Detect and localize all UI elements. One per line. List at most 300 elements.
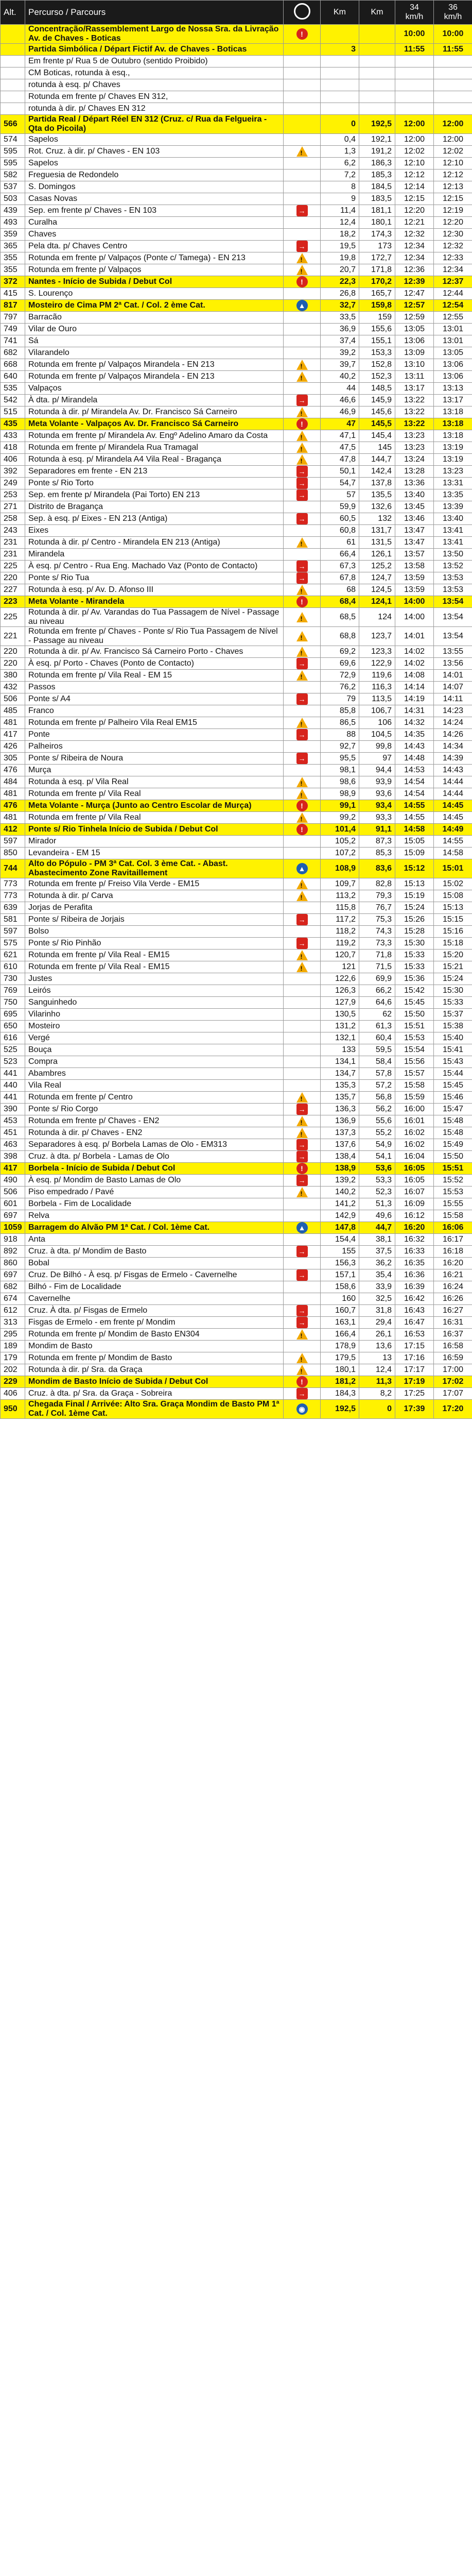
warning-triangle-icon bbox=[296, 265, 308, 275]
table-row bbox=[1, 324, 472, 335]
altitude-cell bbox=[1, 25, 25, 44]
time-36-cell: 12:15 bbox=[434, 193, 472, 205]
km-to-go-cell: 85,3 bbox=[359, 848, 395, 859]
place-cell: Sep. em frente p/ Chaves - EN 103 bbox=[25, 205, 284, 217]
time-34-cell: 12:20 bbox=[395, 205, 434, 217]
place-cell: Mosteiro bbox=[25, 1021, 284, 1032]
time-36-cell: 13:50 bbox=[434, 549, 472, 561]
km-to-go-cell bbox=[359, 67, 395, 79]
altitude-cell: 220 bbox=[1, 658, 25, 670]
altitude-cell: 682 bbox=[1, 347, 25, 359]
table-body bbox=[1, 25, 472, 1419]
icon-cell bbox=[284, 859, 321, 878]
km-run-cell: 1,3 bbox=[321, 146, 359, 158]
direction-arrow-icon: → bbox=[296, 658, 308, 669]
place-cell: rotunda à esq. p/ Chaves bbox=[25, 79, 284, 91]
km-to-go-cell: 132 bbox=[359, 513, 395, 525]
time-34-cell: 13:47 bbox=[395, 537, 434, 549]
place-cell: Rotunda em frente p/ Valpaços (Ponte c/ Tamega) - EN 213 bbox=[25, 252, 284, 264]
time-36-cell: 14:58 bbox=[434, 848, 472, 859]
table-row bbox=[1, 1032, 472, 1044]
time-36-cell: 13:06 bbox=[434, 359, 472, 371]
time-36-cell: 12:20 bbox=[434, 217, 472, 229]
km-to-go-cell: 61,3 bbox=[359, 1021, 395, 1032]
table-row bbox=[1, 1115, 472, 1127]
time-36-cell: 15:16 bbox=[434, 926, 472, 938]
time-36-cell: 15:49 bbox=[434, 1139, 472, 1151]
time-36-cell: 13:13 bbox=[434, 383, 472, 395]
time-36-cell: 14:55 bbox=[434, 836, 472, 848]
place-cell: Concentração/Rassemblement Largo de Nossa Sra. da Livração Av. de Chaves - Boticas bbox=[25, 25, 284, 44]
table-row bbox=[1, 229, 472, 241]
altitude-cell: 515 bbox=[1, 406, 25, 418]
altitude-cell: 392 bbox=[1, 466, 25, 478]
table-row bbox=[1, 997, 472, 1009]
km-to-go-cell: 87,3 bbox=[359, 836, 395, 848]
icon-cell bbox=[284, 753, 321, 765]
km-to-go-cell: 93,6 bbox=[359, 788, 395, 800]
time-36-cell: 15:50 bbox=[434, 1151, 472, 1163]
direction-arrow-icon: → bbox=[296, 395, 308, 406]
altitude-cell: 372 bbox=[1, 276, 25, 288]
table-row bbox=[1, 335, 472, 347]
time-34-cell: 13:40 bbox=[395, 489, 434, 501]
altitude-cell: 355 bbox=[1, 252, 25, 264]
direction-arrow-icon: → bbox=[296, 572, 308, 584]
time-36-cell: 15:30 bbox=[434, 985, 472, 997]
icon-cell bbox=[284, 229, 321, 241]
place-cell: Rotunda à dir. p/ Mirandela Av. Dr. Francisco Sá Carneiro bbox=[25, 406, 284, 418]
place-cell: Jorjas de Perafita bbox=[25, 902, 284, 914]
time-34-cell: 15:51 bbox=[395, 1021, 434, 1032]
km-to-go-cell: 135,5 bbox=[359, 489, 395, 501]
time-36-cell: 14:49 bbox=[434, 824, 472, 836]
time-36-cell: 13:17 bbox=[434, 395, 472, 406]
km-to-go-cell: 99,8 bbox=[359, 741, 395, 753]
icon-cell bbox=[284, 1400, 321, 1419]
place-cell: Sapelos bbox=[25, 134, 284, 146]
direction-arrow-icon: → bbox=[296, 513, 308, 524]
altitude-cell: 295 bbox=[1, 1329, 25, 1341]
km-to-go-cell: 181,1 bbox=[359, 205, 395, 217]
km-run-cell: 22,3 bbox=[321, 276, 359, 288]
icon-cell bbox=[284, 1246, 321, 1258]
altitude-cell: 415 bbox=[1, 288, 25, 300]
icon-cell bbox=[284, 1080, 321, 1092]
km-to-go-cell: 152,8 bbox=[359, 359, 395, 371]
table-row bbox=[1, 1092, 472, 1104]
icon-cell bbox=[284, 997, 321, 1009]
time-36-cell: 12:00 bbox=[434, 115, 472, 134]
km-to-go-cell: 106,7 bbox=[359, 705, 395, 717]
icon-cell bbox=[284, 56, 321, 67]
icon-cell bbox=[284, 442, 321, 454]
time-36-cell: 15:40 bbox=[434, 1032, 472, 1044]
time-36-cell: 13:18 bbox=[434, 418, 472, 430]
km-to-go-cell: 62 bbox=[359, 1009, 395, 1021]
time-34-cell: 12:14 bbox=[395, 181, 434, 193]
place-cell: Rotunda em frente p/ Valpaços bbox=[25, 264, 284, 276]
place-cell: Vila Real bbox=[25, 1080, 284, 1092]
table-row bbox=[1, 288, 472, 300]
time-36-cell: 16:21 bbox=[434, 1269, 472, 1281]
km-to-go-cell: 79,3 bbox=[359, 890, 395, 902]
direction-arrow-icon: → bbox=[296, 1175, 308, 1186]
km-to-go-cell: 180,1 bbox=[359, 217, 395, 229]
icon-cell bbox=[284, 146, 321, 158]
time-34-cell: 15:24 bbox=[395, 902, 434, 914]
place-cell: Compra bbox=[25, 1056, 284, 1068]
km-run-cell: 76,2 bbox=[321, 682, 359, 693]
icon-cell bbox=[284, 335, 321, 347]
altitude-cell: 202 bbox=[1, 1364, 25, 1376]
time-34-cell: 13:47 bbox=[395, 525, 434, 537]
km-to-go-cell: 124,7 bbox=[359, 572, 395, 584]
table-row bbox=[1, 985, 472, 997]
altitude-cell: 741 bbox=[1, 335, 25, 347]
km-to-go-cell: 73,3 bbox=[359, 938, 395, 950]
km-run-cell: 66,4 bbox=[321, 549, 359, 561]
altitude-cell: 258 bbox=[1, 513, 25, 525]
place-cell: Rotunda em frente p/ Vila Real - EM15 bbox=[25, 961, 284, 973]
table-row bbox=[1, 800, 472, 812]
icon-cell bbox=[284, 217, 321, 229]
place-cell: Meta Volante - Murça (Junto ao Centro Escolar de Murça) bbox=[25, 800, 284, 812]
km-run-cell bbox=[321, 56, 359, 67]
warning-triangle-icon bbox=[296, 1329, 308, 1340]
icon-cell bbox=[284, 241, 321, 252]
table-row bbox=[1, 359, 472, 371]
km-to-go-cell: 11,3 bbox=[359, 1376, 395, 1388]
icon-cell bbox=[284, 193, 321, 205]
time-36-cell: 13:18 bbox=[434, 430, 472, 442]
time-36-cell bbox=[434, 103, 472, 115]
km-run-cell: 118,2 bbox=[321, 926, 359, 938]
place-cell: Borbela - Início de Subida / Debut Col bbox=[25, 1163, 284, 1175]
altitude-cell: 229 bbox=[1, 1376, 25, 1388]
icon-cell bbox=[284, 264, 321, 276]
time-34-cell: 10:00 bbox=[395, 25, 434, 44]
table-row bbox=[1, 836, 472, 848]
time-34-cell: 14:32 bbox=[395, 717, 434, 729]
direction-arrow-icon: → bbox=[296, 466, 308, 477]
km-run-cell: 160,7 bbox=[321, 1305, 359, 1317]
time-36-cell: 14:45 bbox=[434, 812, 472, 824]
time-34-cell: 13:45 bbox=[395, 501, 434, 513]
km-to-go-cell: 142,4 bbox=[359, 466, 395, 478]
time-36-cell: 13:54 bbox=[434, 596, 472, 608]
altitude-cell: 476 bbox=[1, 765, 25, 776]
place-cell: CM Boticas, rotunda à esq., bbox=[25, 67, 284, 79]
km-to-go-cell: 58,4 bbox=[359, 1056, 395, 1068]
time-36-cell: 13:23 bbox=[434, 466, 472, 478]
icon-cell bbox=[284, 288, 321, 300]
icon-cell bbox=[284, 383, 321, 395]
km-run-cell: 138,4 bbox=[321, 1151, 359, 1163]
icon-cell bbox=[284, 627, 321, 646]
km-run-cell: 98,1 bbox=[321, 765, 359, 776]
icon-cell bbox=[284, 776, 321, 788]
km-to-go-cell: 184,5 bbox=[359, 181, 395, 193]
time-36-cell: 17:02 bbox=[434, 1376, 472, 1388]
time-34-cell: 15:30 bbox=[395, 938, 434, 950]
icon-cell bbox=[284, 836, 321, 848]
km-run-cell: 140,2 bbox=[321, 1187, 359, 1198]
icon-cell bbox=[284, 478, 321, 489]
time-36-cell: 13:19 bbox=[434, 442, 472, 454]
km-run-cell: 0 bbox=[321, 115, 359, 134]
table-row bbox=[1, 134, 472, 146]
time-36-cell: 16:58 bbox=[434, 1341, 472, 1352]
icon-cell bbox=[284, 1151, 321, 1163]
table-row bbox=[1, 596, 472, 608]
table-row bbox=[1, 406, 472, 418]
place-cell: Mirandela bbox=[25, 549, 284, 561]
table-row bbox=[1, 537, 472, 549]
altitude-cell: 750 bbox=[1, 997, 25, 1009]
km-run-cell: 59,9 bbox=[321, 501, 359, 513]
time-36-cell: 15:45 bbox=[434, 1080, 472, 1092]
place-cell: Cruz. à dta. p/ Sra. da Graça - Sobreira bbox=[25, 1388, 284, 1400]
km-to-go-cell: 55,2 bbox=[359, 1127, 395, 1139]
time-36-cell: 15:02 bbox=[434, 878, 472, 890]
km-to-go-cell: 94,4 bbox=[359, 765, 395, 776]
time-36-cell: 14:01 bbox=[434, 670, 472, 682]
altitude-cell: 227 bbox=[1, 584, 25, 596]
place-cell: Nantes - Início de Subida / Debut Col bbox=[25, 276, 284, 288]
table-row bbox=[1, 25, 472, 44]
time-34-cell: 17:25 bbox=[395, 1388, 434, 1400]
direction-arrow-icon: → bbox=[296, 753, 308, 764]
time-34-cell: 15:57 bbox=[395, 1068, 434, 1080]
table-row bbox=[1, 115, 472, 134]
place-cell: Rotunda em frente p/ Chaves - Ponte s/ Rio Tua Passagem de Nível - Passage au niveau bbox=[25, 627, 284, 646]
time-34-cell: 15:59 bbox=[395, 1092, 434, 1104]
time-34-cell: 14:14 bbox=[395, 682, 434, 693]
icon-cell bbox=[284, 549, 321, 561]
km-run-cell: 37,4 bbox=[321, 335, 359, 347]
km-run-cell: 138,9 bbox=[321, 1163, 359, 1175]
time-36-cell: 15:55 bbox=[434, 1198, 472, 1210]
place-cell: Rotunda à dir. p/ Centro - Mirandela EN 213 (Antiga) bbox=[25, 537, 284, 549]
time-34-cell: 16:33 bbox=[395, 1246, 434, 1258]
table-row bbox=[1, 658, 472, 670]
altitude-cell: 581 bbox=[1, 914, 25, 926]
warning-triangle-icon bbox=[296, 1353, 308, 1363]
icon-cell bbox=[284, 158, 321, 170]
altitude-cell: 417 bbox=[1, 1163, 25, 1175]
km-run-cell: 47,5 bbox=[321, 442, 359, 454]
icon-cell bbox=[284, 1044, 321, 1056]
km-to-go-cell: 144,7 bbox=[359, 454, 395, 466]
place-cell: Murça bbox=[25, 765, 284, 776]
time-34-cell: 14:01 bbox=[395, 627, 434, 646]
table-row bbox=[1, 741, 472, 753]
table-row bbox=[1, 501, 472, 513]
place-cell: Alto do Pópulo - PM 3ª Cat. Col. 3 ème Cat. - Abast. Abastecimento Zone Ravitaillement bbox=[25, 859, 284, 878]
time-36-cell: 13:01 bbox=[434, 324, 472, 335]
km-run-cell: 108,9 bbox=[321, 859, 359, 878]
altitude-cell: 597 bbox=[1, 836, 25, 848]
table-row bbox=[1, 890, 472, 902]
km-to-go-cell: 74,3 bbox=[359, 926, 395, 938]
km-to-go-cell: 123,3 bbox=[359, 646, 395, 658]
table-row bbox=[1, 705, 472, 717]
km-run-cell: 68 bbox=[321, 584, 359, 596]
altitude-cell: 525 bbox=[1, 1044, 25, 1056]
km-to-go-cell: 56,2 bbox=[359, 1104, 395, 1115]
km-run-cell: 155 bbox=[321, 1246, 359, 1258]
time-36-cell: 16:06 bbox=[434, 1222, 472, 1234]
icon-cell bbox=[284, 1127, 321, 1139]
km-to-go-cell: 56,8 bbox=[359, 1092, 395, 1104]
table-row bbox=[1, 1163, 472, 1175]
direction-arrow-icon: → bbox=[296, 693, 308, 705]
km-run-cell: 39,2 bbox=[321, 347, 359, 359]
place-cell: Palheiros bbox=[25, 741, 284, 753]
altitude-cell: 817 bbox=[1, 300, 25, 312]
table-row bbox=[1, 395, 472, 406]
time-34-cell: 16:35 bbox=[395, 1258, 434, 1269]
altitude-cell: 406 bbox=[1, 1388, 25, 1400]
place-cell: Rotunda em frente p/ Vila Real bbox=[25, 812, 284, 824]
time-36-cell: 15:21 bbox=[434, 961, 472, 973]
time-34-cell bbox=[395, 103, 434, 115]
icon-cell bbox=[284, 430, 321, 442]
time-34-cell: 15:42 bbox=[395, 985, 434, 997]
checkpoint-icon: ! bbox=[296, 28, 308, 40]
km-run-cell bbox=[321, 79, 359, 91]
time-36-cell: 15:18 bbox=[434, 938, 472, 950]
warning-triangle-icon bbox=[296, 407, 308, 417]
km-run-cell: 8 bbox=[321, 181, 359, 193]
table-row bbox=[1, 1305, 472, 1317]
altitude-cell bbox=[1, 103, 25, 115]
km-to-go-cell bbox=[359, 79, 395, 91]
place-cell: Ponte s/ Rio Pinhão bbox=[25, 938, 284, 950]
km-run-cell: 179,5 bbox=[321, 1352, 359, 1364]
km-to-go-cell: 8,2 bbox=[359, 1388, 395, 1400]
km-run-cell: 107,2 bbox=[321, 848, 359, 859]
icon-cell bbox=[284, 67, 321, 79]
table-row bbox=[1, 608, 472, 627]
km-to-go-cell: 155,6 bbox=[359, 324, 395, 335]
time-34-cell: 14:02 bbox=[395, 646, 434, 658]
time-36-cell: 13:52 bbox=[434, 561, 472, 572]
icon-cell bbox=[284, 1210, 321, 1222]
km-run-cell bbox=[321, 67, 359, 79]
km-to-go-cell: 75,3 bbox=[359, 914, 395, 926]
table-row bbox=[1, 383, 472, 395]
place-cell: Rotunda à esq. p/ Vila Real bbox=[25, 776, 284, 788]
time-36-cell: 13:55 bbox=[434, 646, 472, 658]
time-34-cell: 13:05 bbox=[395, 324, 434, 335]
km-to-go-cell: 124 bbox=[359, 608, 395, 627]
time-34-cell: 16:05 bbox=[395, 1163, 434, 1175]
km-run-cell: 95,5 bbox=[321, 753, 359, 765]
km-to-go-cell: 123,7 bbox=[359, 627, 395, 646]
icon-cell bbox=[284, 572, 321, 584]
time-36-cell: 15:43 bbox=[434, 1056, 472, 1068]
km-to-go-cell: 97 bbox=[359, 753, 395, 765]
km-run-cell: 85,8 bbox=[321, 705, 359, 717]
table-row bbox=[1, 572, 472, 584]
km-run-cell: 72,9 bbox=[321, 670, 359, 682]
time-36-cell: 13:53 bbox=[434, 584, 472, 596]
altitude-cell: 535 bbox=[1, 383, 25, 395]
warning-triangle-icon bbox=[296, 812, 308, 823]
km-to-go-cell: 125,2 bbox=[359, 561, 395, 572]
altitude-cell: 179 bbox=[1, 1352, 25, 1364]
time-36-cell: 12:37 bbox=[434, 276, 472, 288]
altitude-cell: 231 bbox=[1, 549, 25, 561]
place-cell: Ponte s/ Rio Corgo bbox=[25, 1104, 284, 1115]
warning-triangle-icon bbox=[296, 253, 308, 263]
km-to-go-cell: 0 bbox=[359, 1400, 395, 1419]
time-36-cell: 12:13 bbox=[434, 181, 472, 193]
place-cell: Vilarinho bbox=[25, 1009, 284, 1021]
icon-cell bbox=[284, 1222, 321, 1234]
km-to-go-cell: 192,5 bbox=[359, 115, 395, 134]
time-34-cell: 15:12 bbox=[395, 859, 434, 878]
place-cell: Distrito de Bragança bbox=[25, 501, 284, 513]
altitude-cell: 695 bbox=[1, 1009, 25, 1021]
altitude-cell: 313 bbox=[1, 1317, 25, 1329]
altitude-cell: 640 bbox=[1, 371, 25, 383]
altitude-cell bbox=[1, 56, 25, 67]
warning-triangle-icon bbox=[296, 718, 308, 728]
time-36-cell: 12:33 bbox=[434, 252, 472, 264]
place-cell: Vilarandelo bbox=[25, 347, 284, 359]
time-34-cell: 17:16 bbox=[395, 1352, 434, 1364]
table-row bbox=[1, 902, 472, 914]
km-run-cell: 44 bbox=[321, 383, 359, 395]
km-run-cell: 32,7 bbox=[321, 300, 359, 312]
time-34-cell: 16:32 bbox=[395, 1234, 434, 1246]
icon-cell bbox=[284, 1009, 321, 1021]
table-row bbox=[1, 848, 472, 859]
time-36-cell: 16:27 bbox=[434, 1305, 472, 1317]
km-run-cell: 36,9 bbox=[321, 324, 359, 335]
km-run-cell: 135,3 bbox=[321, 1080, 359, 1092]
time-36-cell: 15:15 bbox=[434, 914, 472, 926]
direction-arrow-icon: → bbox=[296, 1246, 308, 1257]
table-row bbox=[1, 300, 472, 312]
km-to-go-cell: 69,9 bbox=[359, 973, 395, 985]
altitude-cell bbox=[1, 44, 25, 56]
icon-cell bbox=[284, 1092, 321, 1104]
icon-cell bbox=[284, 596, 321, 608]
table-row bbox=[1, 878, 472, 890]
time-34-cell: 14:00 bbox=[395, 608, 434, 627]
time-34-cell: 15:58 bbox=[395, 1080, 434, 1092]
icon-cell bbox=[284, 312, 321, 324]
time-36-cell: 15:24 bbox=[434, 973, 472, 985]
time-36-cell: 14:43 bbox=[434, 765, 472, 776]
place-cell: Casas Novas bbox=[25, 193, 284, 205]
km-run-cell: 98,6 bbox=[321, 776, 359, 788]
place-cell: Rotunda em frente p/ Freiso Vila Verde - EM15 bbox=[25, 878, 284, 890]
direction-arrow-icon: → bbox=[296, 1269, 308, 1281]
km-to-go-cell bbox=[359, 56, 395, 67]
time-36-cell: 12:10 bbox=[434, 158, 472, 170]
altitude-cell: 892 bbox=[1, 1246, 25, 1258]
altitude-cell: 682 bbox=[1, 1281, 25, 1293]
km-to-go-cell: 54,9 bbox=[359, 1139, 395, 1151]
checkpoint-icon: ! bbox=[296, 1376, 308, 1387]
km-to-go-cell: 122,9 bbox=[359, 658, 395, 670]
time-34-cell: 15:45 bbox=[395, 997, 434, 1009]
